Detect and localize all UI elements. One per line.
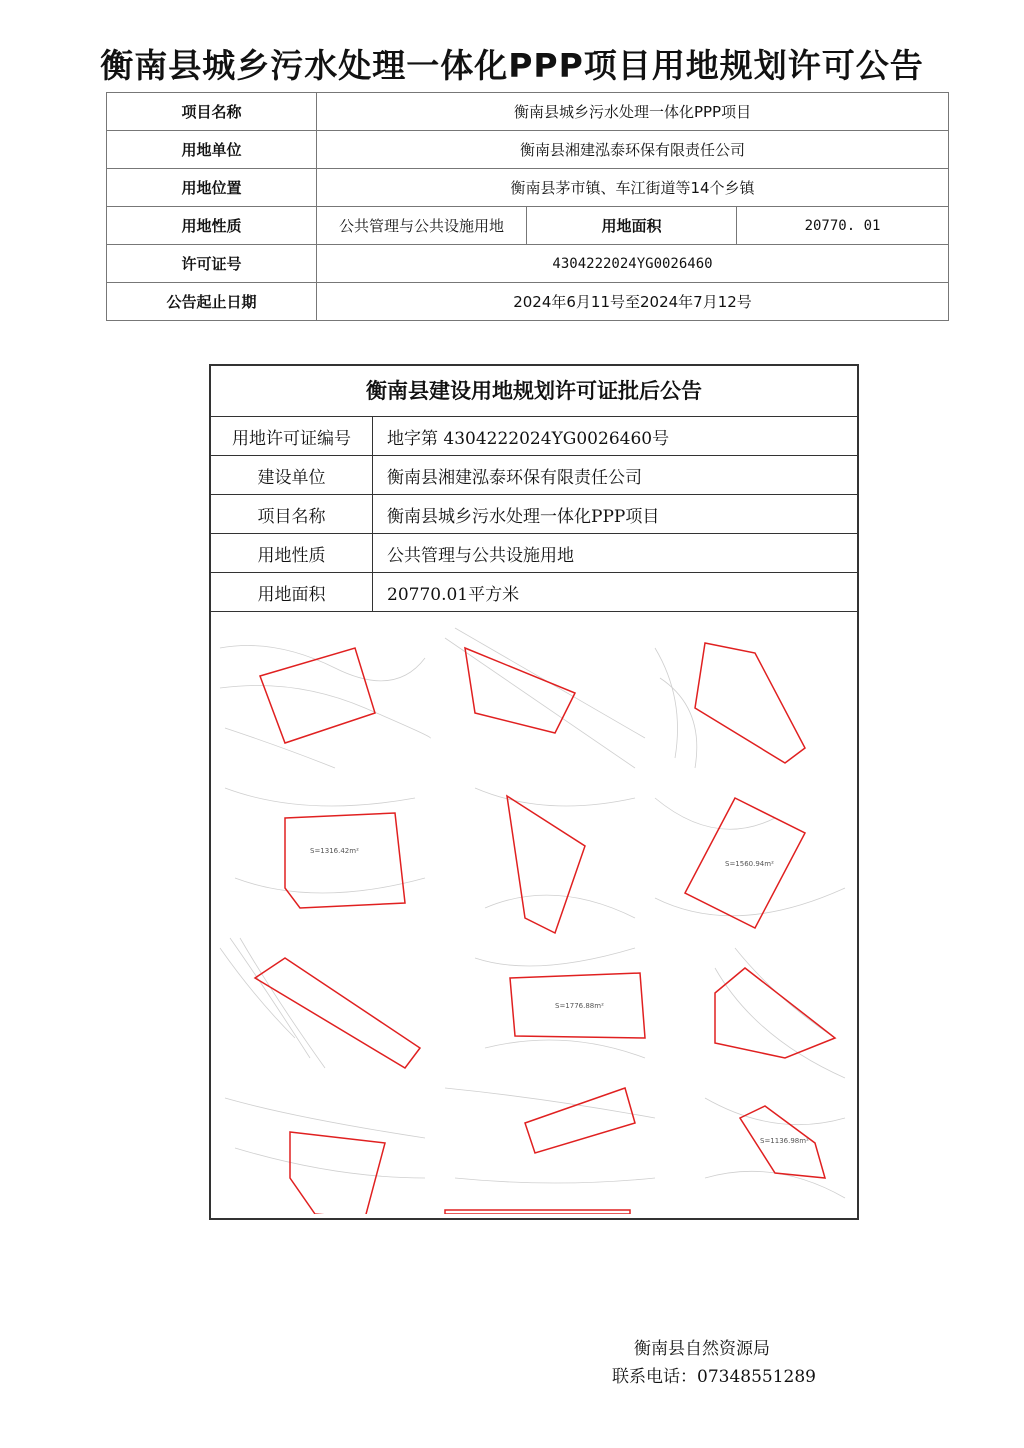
table-row xyxy=(107,169,949,207)
table-row xyxy=(107,93,949,131)
site-plan-drawings xyxy=(215,618,855,1214)
notice-label: 用地许可证编号 xyxy=(211,417,373,456)
period-label: 公告起止日期 xyxy=(107,283,317,321)
site-plan-maps xyxy=(215,618,855,1214)
table-row xyxy=(107,131,949,169)
permit-value: 4304222024YG0026460 xyxy=(317,245,949,283)
notice-title: 衡南县建设用地规划许可证批后公告 xyxy=(211,366,857,417)
map-area-label: S=1136.98m² xyxy=(760,1137,809,1145)
map-area-label: S=1776.88m² xyxy=(555,1002,604,1010)
table-row xyxy=(107,207,949,245)
page-title: 衡南县城乡污水处理一体化PPP项目用地规划许可公告 xyxy=(100,46,924,85)
unit-value: 衡南县湘建泓泰环保有限责任公司 xyxy=(317,131,949,169)
table-row xyxy=(211,456,857,495)
area-value: 20770. 01 xyxy=(737,207,949,245)
notice-value: 地字第 4304222024YG0026460号 xyxy=(373,417,858,456)
location-value: 衡南县茅市镇、车江街道等14个乡镇 xyxy=(317,169,949,207)
issuer: 衡南县自然资源局 xyxy=(634,1339,770,1359)
table-row xyxy=(107,245,949,283)
table-row xyxy=(211,495,857,534)
location-label: 用地位置 xyxy=(107,169,317,207)
table-row xyxy=(107,283,949,321)
contact-phone: 联系电话：07348551289 xyxy=(612,1367,816,1387)
notice-value: 衡南县城乡污水处理一体化PPP项目 xyxy=(373,495,858,534)
notice-label: 项目名称 xyxy=(211,495,373,534)
area-label: 用地面积 xyxy=(527,207,737,245)
unit-label: 用地单位 xyxy=(107,131,317,169)
project-name-label: 项目名称 xyxy=(107,93,317,131)
period-value: 2024年6月11号至2024年7月12号 xyxy=(317,283,949,321)
nature-label: 用地性质 xyxy=(107,207,317,245)
notice-value: 公共管理与公共设施用地 xyxy=(373,534,858,573)
site-boundaries xyxy=(255,643,835,1214)
project-name-value: 衡南县城乡污水处理一体化PPP项目 xyxy=(317,93,949,131)
notice-label: 用地性质 xyxy=(211,534,373,573)
table-row xyxy=(211,417,857,456)
permit-label: 许可证号 xyxy=(107,245,317,283)
table-row xyxy=(211,534,857,573)
map-area-label: S=1316.42m² xyxy=(310,847,359,855)
notice-table xyxy=(211,417,857,612)
table-row xyxy=(211,573,857,612)
map-area-label: S=1560.94m² xyxy=(725,860,774,868)
nature-value: 公共管理与公共设施用地 xyxy=(317,207,527,245)
notice-label: 用地面积 xyxy=(211,573,373,612)
notice-label: 建设单位 xyxy=(211,456,373,495)
notice-value: 20770.01平方米 xyxy=(373,573,858,612)
notice-value: 衡南县湘建泓泰环保有限责任公司 xyxy=(373,456,858,495)
approval-notice xyxy=(209,364,859,1220)
summary-table xyxy=(106,92,949,321)
